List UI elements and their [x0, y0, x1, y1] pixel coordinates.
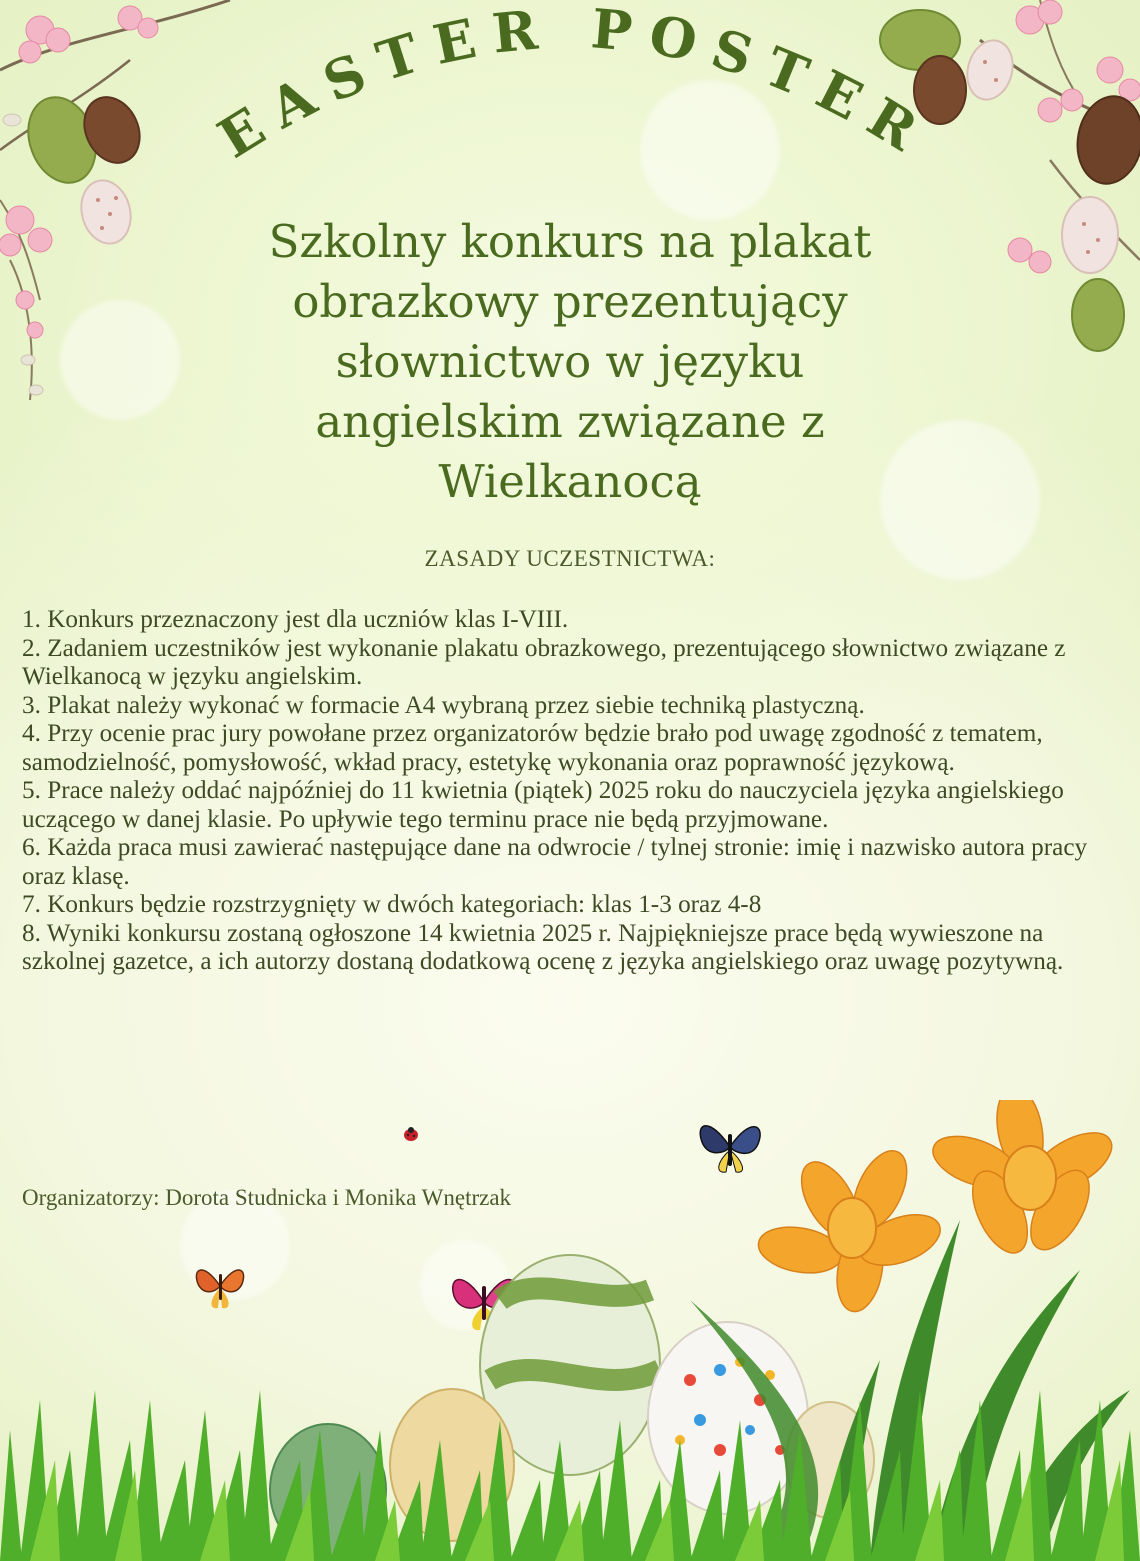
rule-item: 3. Plakat należy wykonać w formacie A4 wybraną przez siebie techniką plastyczną. — [22, 691, 865, 719]
daffodil-icon — [755, 1143, 947, 1316]
rule-item: 1. Konkurs przeznaczony jest dla uczniów klas I-VIII. — [22, 606, 569, 633]
rule-item: 6. Każda praca musi zawierać następujące dane na odwrocie / tylnej stronie: imię i nazwisko autora pracy oraz klasę. — [22, 834, 1088, 890]
rules-heading: ZASADY UCZESTNICTWA: — [424, 546, 716, 571]
headline-line: angielskim związane z — [315, 395, 825, 448]
headline-line: Wielkanocą — [438, 455, 702, 508]
rule-item: 2. Zadaniem uczestników jest wykonanie plakatu obrazkowego, prezentującego słownictwo związane z Wielkanocą w języku angielskim. — [22, 634, 1066, 690]
poster-title: EASTER POSTER — [207, 0, 943, 172]
headline-line: Szkolny konkurs na plakat — [268, 215, 872, 268]
rule-item: 5. Prace należy oddać najpóźniej do 11 kwietnia (piątek) 2025 roku do nauczyciela języka angielskiego uczącego w danej klasie. Po upływie tego terminu prace nie będą przyjmowane. — [22, 777, 1064, 833]
headline — [140, 212, 1000, 512]
green-egg-icon — [1072, 279, 1124, 351]
rules-list — [22, 606, 1122, 977]
headline-line: słownictwo w języku — [335, 335, 805, 388]
easter-grass-scene — [0, 1100, 1140, 1561]
rule-item: 7. Konkurs będzie rozstrzygnięty w dwóch kategoriach: klas 1-3 oraz 4-8 — [22, 891, 762, 918]
rule-item: 8. Wyniki konkursu zostaną ogłoszone 14 kwietnia 2025 r. Najpiękniejsze prace będą wywieszone na szkolnej gazetce, a ich autorzy dostaną dodatkową ocenę z języka angielskiego oraz uwagę pozytywną. — [22, 919, 1064, 975]
rule-item: 4. Przy ocenie prac jury powołane przez organizatorów będzie brało pod uwagę zgodność z tematem, samodzielność, pomysłowość, wkład pracy, estetykę wykonania oraz poprawność językową. — [22, 720, 1043, 776]
organizers: Organizatorzy: Dorota Studnicka i Monika Wnętrzak — [22, 1185, 512, 1210]
headline-line: obrazkowy prezentujący — [292, 275, 848, 328]
svg-text:EASTER POSTER — [207, 0, 942, 171]
